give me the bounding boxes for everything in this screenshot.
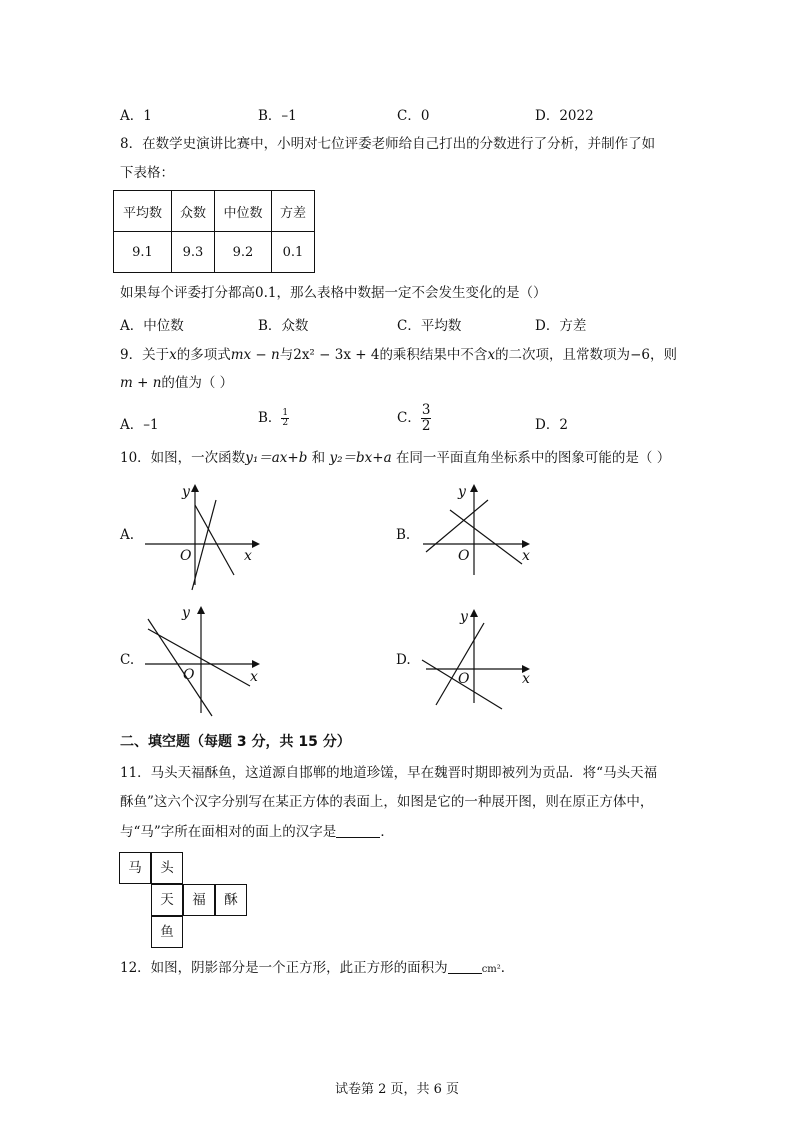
q8-text-line1: 8．在数学史演讲比赛中，小明对七位评委老师给自己打出的分数进行了分析，并制作了如 bbox=[120, 136, 656, 152]
x-label: x bbox=[244, 548, 252, 564]
q9-text-line2 bbox=[120, 373, 233, 393]
q9-poly2: 2x² − 3x + 4 bbox=[293, 347, 380, 363]
table-cell-median: 9.2 bbox=[215, 232, 272, 273]
q9-option-d: D．2 bbox=[535, 417, 568, 433]
origin-label: O bbox=[183, 667, 195, 683]
q9-var-x: x bbox=[169, 347, 177, 363]
q10-graph-b bbox=[418, 480, 548, 590]
q11-line3-end: ． bbox=[380, 824, 394, 840]
frac-num: 3 bbox=[421, 402, 431, 418]
table-header-variance: 方差 bbox=[272, 191, 315, 232]
q8-option-d: D．方差 bbox=[535, 318, 587, 334]
line-1 bbox=[192, 500, 216, 590]
net-cell-tian: 天 bbox=[151, 884, 183, 916]
y-axis-arrow-icon bbox=[470, 484, 478, 492]
q11-text-line1: 11．马头天福酥鱼，这道源自邯郸的地道珍馐，早在魏晋时期即被列为贡品．将“马头天福 bbox=[120, 765, 658, 781]
section-heading-fill-in: 二、填空题（每题 3 分，共 15 分） bbox=[120, 734, 351, 750]
q10-eq2: ＝bx+a bbox=[342, 450, 392, 466]
y-label: y bbox=[460, 609, 468, 625]
q9-option-a: A．–1 bbox=[120, 417, 159, 433]
q11-text-line2: 酥鱼”这六个汉字分别写在某正方体的表面上，如图是它的一种展开图，则在原正方体中， bbox=[120, 794, 654, 810]
q7-option-c: C．0 bbox=[397, 108, 430, 124]
q9-text-line1 bbox=[120, 345, 677, 365]
q10-label-b: B. bbox=[396, 527, 411, 543]
q9-option-c-label: C． bbox=[397, 410, 421, 426]
q10-label-c: C. bbox=[120, 652, 135, 668]
q12-question-text: 12．如图，阴影部分是一个正方形，此正方形的面积为 bbox=[120, 960, 448, 976]
table-cell-variance: 0.1 bbox=[272, 232, 315, 273]
line-1 bbox=[436, 623, 484, 705]
q10-y2: y₂ bbox=[329, 450, 343, 466]
q10-text bbox=[120, 448, 670, 468]
q12-answer-blank[interactable] bbox=[448, 959, 482, 974]
q12-end: ． bbox=[500, 960, 515, 976]
table-cell-mean: 9.1 bbox=[114, 232, 172, 273]
q9-var-x2: x bbox=[487, 347, 496, 363]
y-label: y bbox=[182, 484, 190, 500]
q9-part2: 的多项式 bbox=[176, 347, 231, 363]
q9-line2-text: 的值为（ ） bbox=[161, 375, 234, 391]
q8-text-line2: 下表格： bbox=[120, 165, 174, 181]
q10-y1: y₁ bbox=[245, 450, 259, 466]
table-cell-mode: 9.3 bbox=[172, 232, 215, 273]
net-cell-ma: 马 bbox=[119, 852, 151, 884]
q10-graph-c bbox=[140, 603, 270, 721]
q10-graph-d bbox=[418, 603, 548, 721]
q10-graph-a bbox=[140, 480, 270, 590]
q9-expr: m + n bbox=[120, 375, 162, 391]
q10-label-d: D. bbox=[396, 652, 411, 668]
q10-part2: 和 bbox=[307, 450, 330, 466]
q9-poly1: mx − n bbox=[230, 347, 280, 363]
q11-line3-text: 与“马”字所在面相对的面上的汉字是 bbox=[120, 824, 337, 840]
q11-answer-blank[interactable] bbox=[336, 823, 380, 838]
x-label: x bbox=[250, 669, 258, 685]
q8-question: 如果每个评委打分都高0.1，那么表格中数据一定不会发生变化的是（） bbox=[120, 285, 547, 301]
origin-label: O bbox=[458, 548, 470, 564]
table-header-median: 中位数 bbox=[215, 191, 272, 232]
origin-label: O bbox=[180, 548, 192, 564]
net-cell-yu: 鱼 bbox=[151, 916, 183, 948]
q9-option-b-fraction bbox=[281, 409, 289, 428]
q9-part4: 的乘积结果中不含 bbox=[379, 347, 488, 363]
q12-text bbox=[120, 958, 514, 980]
origin-label: O bbox=[458, 671, 470, 687]
x-axis-arrow-icon bbox=[252, 540, 260, 548]
q9-option-c bbox=[397, 403, 431, 434]
y-label: y bbox=[182, 605, 190, 621]
net-cell-fu: 福 bbox=[183, 884, 215, 916]
x-axis-arrow-icon bbox=[522, 540, 530, 548]
q9-option-b bbox=[258, 406, 289, 428]
q9-part5: 的二次项，且常数项为 bbox=[495, 347, 631, 363]
y-axis-arrow-icon bbox=[470, 609, 478, 617]
q12-unit: cm² bbox=[481, 964, 501, 975]
q8-option-c: C．平均数 bbox=[397, 318, 462, 334]
q11-text-line3 bbox=[120, 822, 394, 842]
q10-label-a: A. bbox=[120, 527, 135, 543]
q8-option-b: B．众数 bbox=[258, 318, 309, 334]
x-label: x bbox=[522, 671, 530, 687]
frac-den: 2 bbox=[421, 418, 431, 434]
q9-const: −6 bbox=[630, 347, 650, 363]
frac-den: 2 bbox=[282, 418, 289, 428]
line-2 bbox=[148, 629, 250, 686]
table-header-mean: 平均数 bbox=[114, 191, 172, 232]
q9-option-b-label: B． bbox=[258, 410, 282, 426]
table-header-mode: 众数 bbox=[172, 191, 215, 232]
net-cell-tou: 头 bbox=[151, 852, 183, 884]
q7-option-b: B．–1 bbox=[258, 108, 297, 124]
q9-part3: 与 bbox=[279, 347, 294, 363]
y-axis-arrow-icon bbox=[191, 484, 199, 492]
y-axis-arrow-icon bbox=[197, 606, 205, 614]
q10-part3: 在同一平面直角坐标系中的图象可能的是（ ） bbox=[391, 450, 671, 466]
q9-option-c-fraction bbox=[421, 403, 432, 434]
frac-num: 1 bbox=[282, 408, 289, 418]
x-axis-arrow-icon bbox=[252, 660, 260, 668]
q8-option-a: A．中位数 bbox=[120, 318, 184, 334]
line-1 bbox=[148, 619, 212, 716]
q8-stats-table bbox=[113, 190, 315, 273]
x-label: x bbox=[522, 548, 530, 564]
q10-part1: 10．如图，一次函数 bbox=[120, 450, 246, 466]
line-2 bbox=[195, 505, 234, 575]
q7-option-d: D．2022 bbox=[535, 108, 594, 124]
page-footer: 试卷第 2 页，共 6 页 bbox=[334, 1082, 460, 1097]
q9-part1: 9．关于 bbox=[120, 347, 170, 363]
q9-part6: ，则 bbox=[649, 347, 677, 363]
q7-option-a: A．1 bbox=[120, 108, 152, 124]
net-cell-su: 酥 bbox=[215, 884, 247, 916]
q10-eq1: ＝ax+b bbox=[258, 450, 308, 466]
y-label: y bbox=[458, 484, 466, 500]
